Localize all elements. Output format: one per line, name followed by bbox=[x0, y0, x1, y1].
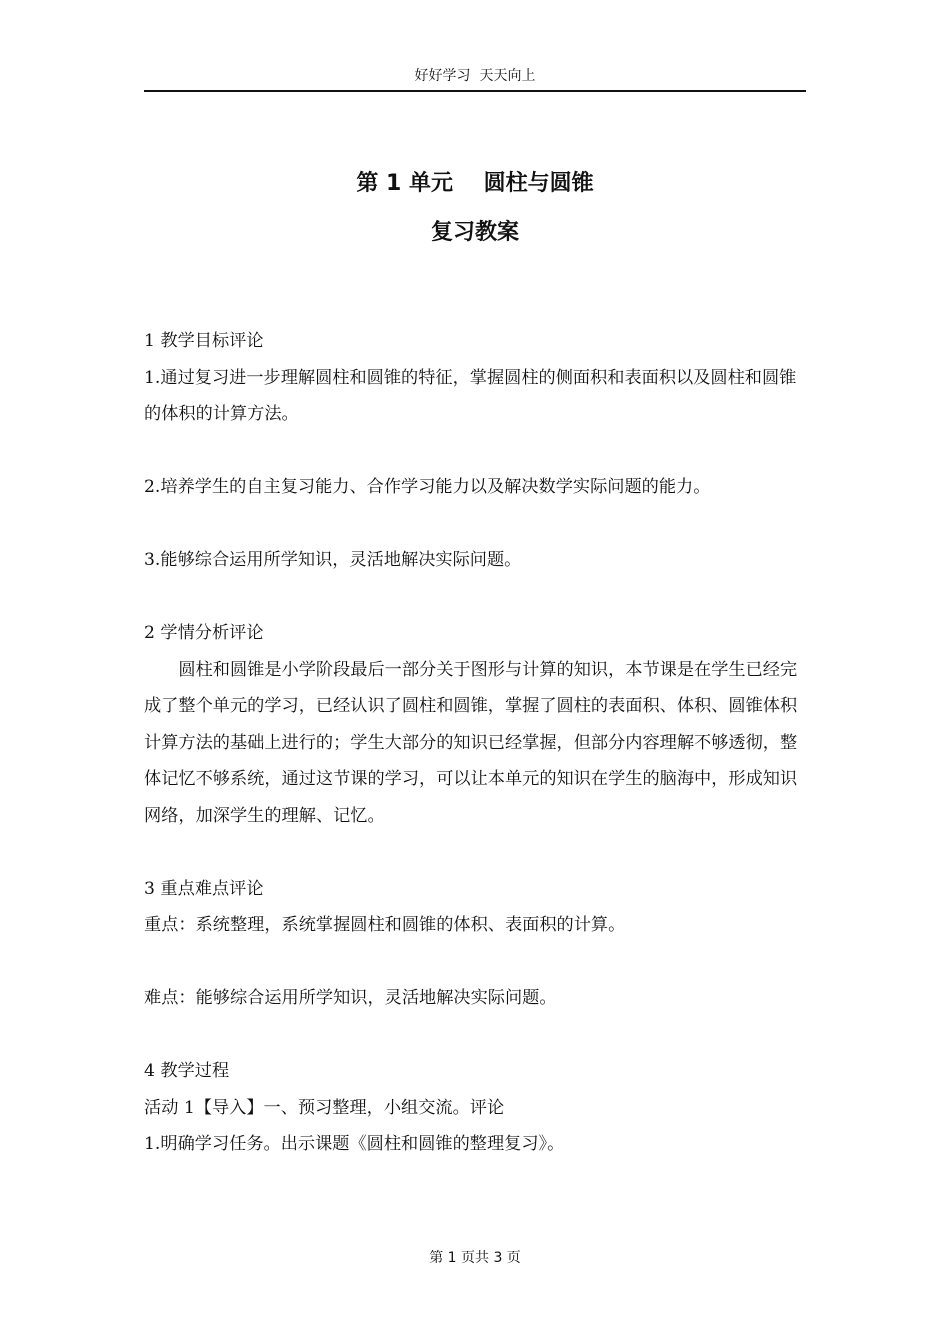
section-heading-objectives: 1 教学目标评论 bbox=[144, 331, 264, 351]
page-header: 好好学习 天天向上 bbox=[144, 66, 806, 92]
activity-1: 活动 1【导入】一、预习整理，小组交流。评论 bbox=[144, 1097, 505, 1118]
difficult-point: 难点：能够综合运用所学知识，灵活地解决实际问题。 bbox=[144, 988, 557, 1008]
document-title: 第 1 单元 圆柱与圆锥 bbox=[356, 171, 594, 196]
objective-3: 3.能够综合运用所学知识，灵活地解决实际问题。 bbox=[144, 550, 522, 570]
analysis-paragraph: 圆柱和圆锥是小学阶段最后一部分关于图形与计算的知识，本节课是在学生已经完成了整个单元的学习，已经认识了圆柱和圆锥，掌握了圆柱的表面积、体积、圆锥体积计算方法的基础上进行的；学生大部分的知识已经掌握，但部分内容理解不够透彻，整体记忆不够系统，通过这节课的学习，可以让本单元的知识在学生的脑海中，形成知识网络，加深学生的理解、记忆。 bbox=[144, 659, 798, 826]
section-heading-analysis: 2 学情分析评论 bbox=[144, 623, 264, 643]
section-heading-key-points: 3 重点难点评论 bbox=[144, 878, 264, 899]
key-point: 重点：系统整理，系统掌握圆柱和圆锥的体积、表面积的计算。 bbox=[144, 915, 626, 935]
objective-1: 1.通过复习进一步理解圆柱和圆锥的特征，掌握圆柱的侧面积和表面积以及圆柱和圆锥的体积的计算方法。 bbox=[144, 367, 797, 424]
page-footer: 第 1 页共 3 页 bbox=[429, 1250, 521, 1266]
process-step-1: 1.明确学习任务。出示课题《圆柱和圆锥的整理复习》。 bbox=[144, 1134, 565, 1154]
document-body bbox=[144, 323, 806, 1163]
objective-2: 2.培养学生的自主复习能力、合作学习能力以及解决数学实际问题的能力。 bbox=[144, 477, 711, 497]
document-subtitle: 复习教案 bbox=[430, 220, 519, 245]
section-heading-process: 4 教学过程 bbox=[144, 1061, 230, 1081]
